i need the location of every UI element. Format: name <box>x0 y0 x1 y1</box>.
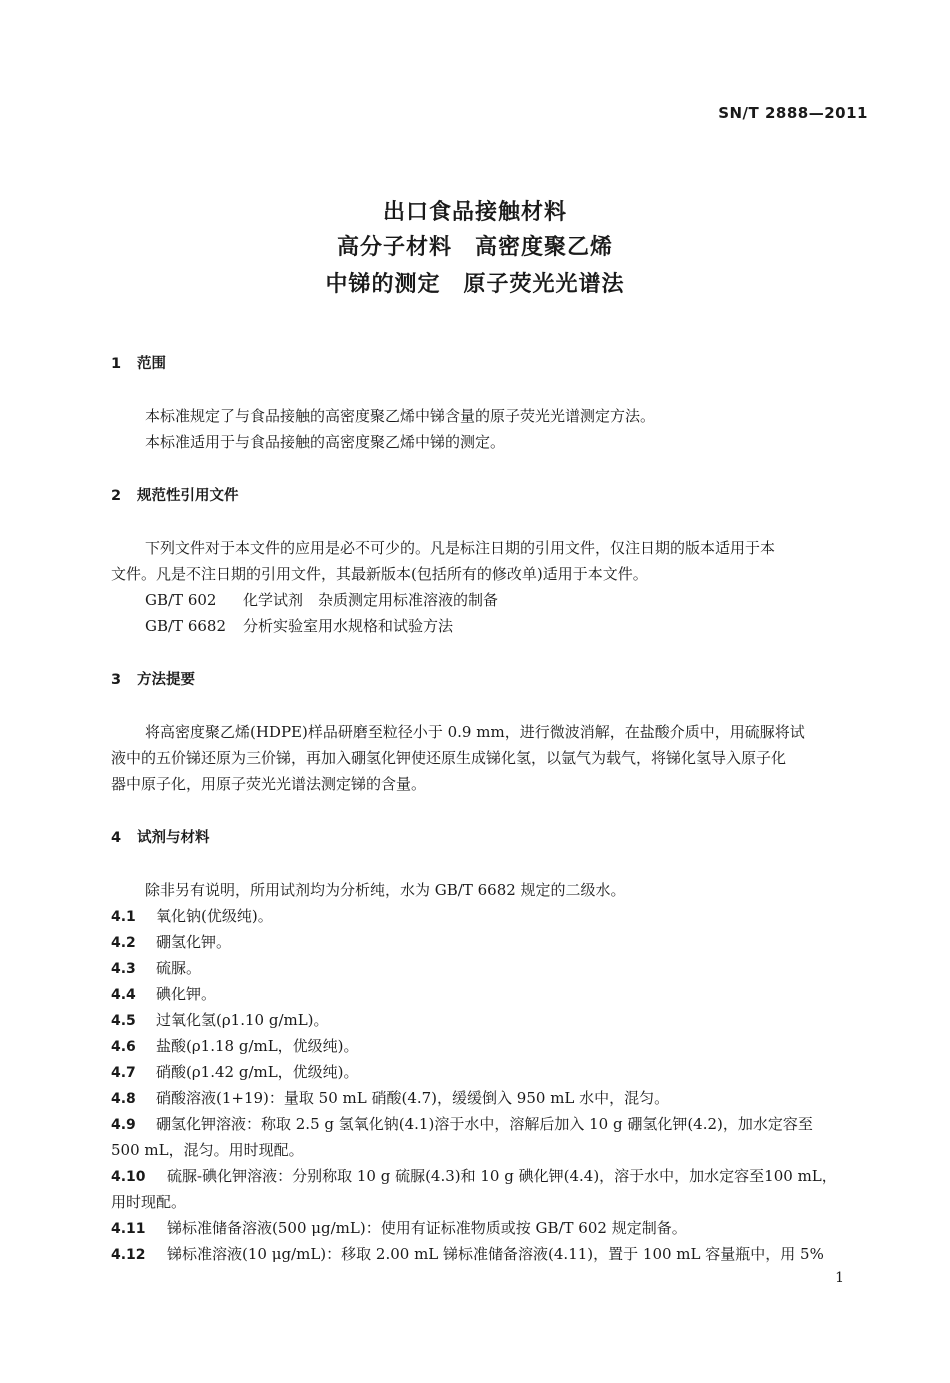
section-4-heading <box>111 826 210 847</box>
reference-code: GB/T 602 <box>145 591 217 609</box>
paragraph: 文件。凡是不注日期的引用文件，其最新版本(包括所有的修改单)适用于本文件。 <box>111 565 648 583</box>
item-text: 锑标准溶液(10 μg/mL)：移取 2.00 mL 锑标准储备溶液(4.11)，置于 100 mL 容量瓶中，用 5% <box>167 1245 824 1263</box>
list-item <box>111 931 231 952</box>
section-number: 4 <box>111 830 122 846</box>
item-text: 盐酸(ρ1.18 g/mL，优级纯)。 <box>156 1037 359 1055</box>
reference-title: 化学试剂 杂质测定用标准溶液的制备 <box>243 591 499 609</box>
page-number: 1 <box>835 1270 844 1286</box>
list-item <box>111 1061 359 1082</box>
document-title-line-2: 高分子材料 高密度聚乙烯 <box>336 235 613 260</box>
section-title: 规范性引用文件 <box>137 488 239 504</box>
paragraph: 液中的五价锑还原为三价锑，再加入硼氢化钾使还原生成锑化氢，以氩气为载气，将锑化氢导入原子化 <box>111 749 787 767</box>
document-title-line-3: 中锑的测定 原子荧光光谱法 <box>325 272 625 297</box>
section-title: 试剂与材料 <box>137 830 210 846</box>
list-item <box>111 1113 813 1134</box>
section-2-heading <box>111 484 239 505</box>
standard-code: SN/T 2888—2011 <box>718 104 868 122</box>
item-text: 硫脲。 <box>156 959 202 977</box>
item-number: 4.3 <box>111 961 136 977</box>
paragraph: 本标准适用于与食品接触的高密度聚乙烯中锑的测定。 <box>145 433 506 451</box>
list-item <box>111 1165 837 1186</box>
item-text: 硼氢化钾溶液：称取 2.5 g 氢氧化钠(4.1)溶于水中，溶解后加入 10 g 硼氢化钾(4.2)，加水定容至 <box>156 1115 813 1133</box>
normative-reference <box>145 589 498 610</box>
list-item <box>111 1217 687 1238</box>
list-item <box>111 983 216 1004</box>
section-title: 方法提要 <box>137 672 195 688</box>
section-title: 范围 <box>137 356 166 372</box>
document-title-line-1: 出口食品接触材料 <box>382 200 567 225</box>
item-number: 4.4 <box>111 987 136 1003</box>
section-number: 3 <box>111 672 122 688</box>
normative-reference <box>145 615 453 636</box>
item-text: 硝酸溶液(1+19)：量取 50 mL 硝酸(4.7)，缓缓倒入 950 mL 水中，混匀。 <box>156 1089 670 1107</box>
section-3-heading <box>111 668 195 689</box>
item-text: 硝酸(ρ1.42 g/mL，优级纯)。 <box>156 1063 359 1081</box>
list-item <box>111 1009 329 1030</box>
item-number: 4.2 <box>111 935 136 951</box>
list-item <box>111 957 201 978</box>
item-number: 4.12 <box>111 1247 146 1263</box>
item-number: 4.11 <box>111 1221 146 1237</box>
item-number: 4.9 <box>111 1117 136 1133</box>
item-number: 4.5 <box>111 1013 136 1029</box>
paragraph: 下列文件对于本文件的应用是必不可少的。凡是标注日期的引用文件，仅注日期的版本适用于本 <box>145 539 776 557</box>
section-number: 2 <box>111 488 122 504</box>
paragraph: 器中原子化，用原子荧光光谱法测定锑的含量。 <box>111 775 427 793</box>
paragraph: 将高密度聚乙烯(HDPE)样品研磨至粒径小于 0.9 mm，进行微波消解，在盐酸介质中，用硫脲将试 <box>145 723 805 741</box>
list-item <box>111 1243 824 1264</box>
list-item-continuation: 500 mL，混匀。用时现配。 <box>111 1141 304 1159</box>
item-number: 4.6 <box>111 1039 136 1055</box>
item-text: 硼氢化钾。 <box>156 933 232 951</box>
item-number: 4.1 <box>111 909 136 925</box>
item-text: 氧化钠(优级纯)。 <box>156 907 273 925</box>
paragraph: 除非另有说明，所用试剂均为分析纯，水为 GB/T 6682 规定的二级水。 <box>145 881 626 899</box>
item-text: 过氧化氢(ρ1.10 g/mL)。 <box>156 1011 329 1029</box>
list-item <box>111 1087 669 1108</box>
list-item <box>111 905 273 926</box>
item-number: 4.8 <box>111 1091 136 1107</box>
reference-title: 分析实验室用水规格和试验方法 <box>243 617 454 635</box>
reference-code: GB/T 6682 <box>145 617 227 635</box>
item-text: 锑标准储备溶液(500 μg/mL)：使用有证标准物质或按 GB/T 602 规定制备。 <box>167 1219 687 1237</box>
item-number: 4.10 <box>111 1169 146 1185</box>
item-number: 4.7 <box>111 1065 136 1081</box>
section-1-heading <box>111 352 166 373</box>
paragraph: 本标准规定了与食品接触的高密度聚乙烯中锑含量的原子荧光光谱测定方法。 <box>145 407 656 425</box>
list-item <box>111 1035 359 1056</box>
item-text: 碘化钾。 <box>156 985 217 1003</box>
item-text: 硫脲-碘化钾溶液：分别称取 10 g 硫脲(4.3)和 10 g 碘化钾(4.4)，溶于水中，加水定容至100 mL， <box>167 1167 837 1185</box>
section-number: 1 <box>111 356 122 372</box>
list-item-continuation: 用时现配。 <box>111 1193 187 1211</box>
